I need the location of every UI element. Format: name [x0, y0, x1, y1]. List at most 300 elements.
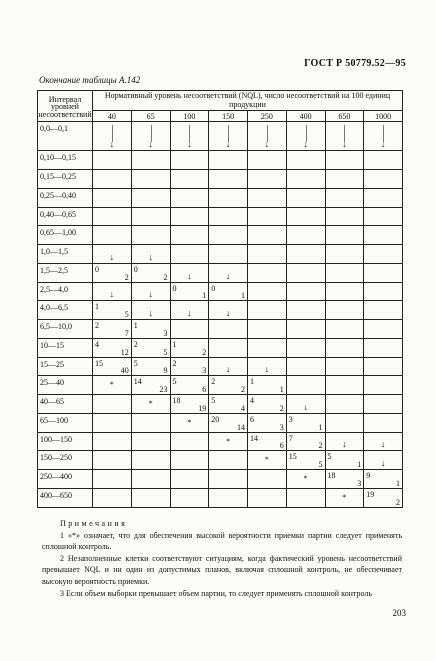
plan-cell: [93, 413, 132, 432]
plan-cell: [170, 245, 209, 264]
acceptance-number: 14: [237, 422, 245, 432]
sample-size: 1: [172, 339, 177, 349]
plan-cell: [325, 432, 364, 451]
plan-cell: [248, 451, 287, 470]
acceptance-number: 4: [241, 403, 245, 413]
arrow-down-icon: ↓: [148, 289, 153, 300]
sample-size: 7: [288, 433, 293, 443]
row-interval-label: 1,0—1,5: [38, 245, 93, 264]
sample-size: 14: [250, 433, 258, 443]
table-row: [38, 151, 403, 170]
plan-cell: [248, 207, 287, 226]
plan-cell: [209, 263, 248, 282]
column-header: 100: [170, 110, 209, 121]
plan-cell: [364, 395, 403, 414]
plan-cell: [170, 263, 209, 282]
plan-cell: [325, 263, 364, 282]
acceptance-number: 2: [163, 272, 168, 282]
arrow-down-icon: ↓: [148, 251, 153, 262]
sample-size: 6: [250, 414, 254, 424]
plan-cell: [170, 207, 209, 226]
column-header: 1000: [364, 110, 403, 121]
acceptance-number: 23: [159, 385, 168, 395]
plan-cell: [131, 320, 170, 339]
sample-size: 0: [211, 283, 216, 293]
table-row: [38, 451, 403, 470]
table-row: [38, 357, 403, 376]
plan-cell: [325, 470, 364, 489]
plan-cell: [286, 432, 325, 451]
plan-cell: [364, 207, 403, 226]
arrow-down-icon: ↓: [148, 308, 153, 319]
plan-cell: [248, 395, 287, 414]
plan-cell: [209, 413, 248, 432]
plan-cell: [209, 338, 248, 357]
plan-cell: [325, 245, 364, 264]
plan-cell: [93, 432, 132, 451]
plan-cell: [209, 376, 248, 395]
plan-cell: [248, 245, 287, 264]
acceptance-number: 3: [357, 478, 362, 488]
plan-cell: [209, 395, 248, 414]
plan-cell: [286, 188, 325, 207]
sample-size: 0: [172, 283, 177, 293]
table-row: [38, 263, 403, 282]
arrow-down-icon: ↓: [187, 308, 192, 319]
plan-cell: [131, 226, 170, 245]
plan-cell: [209, 301, 248, 320]
plan-cell: [131, 282, 170, 301]
table-row: [38, 301, 403, 320]
plan-cell: [170, 282, 209, 301]
plan-cell: [170, 151, 209, 170]
acceptance-number: 2: [318, 441, 323, 451]
plan-cell: [131, 245, 170, 264]
plan-cell: [364, 357, 403, 376]
plan-cell: [364, 151, 403, 170]
plan-cell: [248, 432, 287, 451]
sample-size: 5: [133, 358, 138, 368]
plan-cell: [364, 282, 403, 301]
acceptance-number: 2: [124, 272, 129, 282]
plan-cell: [364, 432, 403, 451]
sample-size: 5: [172, 377, 177, 387]
plan-cell: [364, 122, 403, 151]
plan-cell: [364, 263, 403, 282]
row-interval-label: 10—15: [38, 338, 93, 357]
row-interval-label: 150—250: [38, 451, 93, 470]
table-row: [38, 245, 403, 264]
plan-cell: [209, 432, 248, 451]
page-number: 203: [392, 608, 406, 618]
arrow-down-icon: ↓: [225, 308, 231, 319]
notes: [42, 518, 402, 599]
acceptance-number: 1: [202, 291, 207, 301]
sample-size: 2: [211, 377, 216, 387]
plan-cell: [325, 122, 364, 151]
plan-cell: [286, 451, 325, 470]
table-row: [38, 376, 403, 395]
plan-cell: [93, 226, 132, 245]
table-row: [38, 488, 403, 507]
plan-cell: [93, 376, 132, 395]
acceptance-number: 2: [241, 385, 245, 395]
plan-cell: [286, 357, 325, 376]
acceptance-number: 1: [318, 422, 323, 432]
plan-cell: [209, 488, 248, 507]
plan-cell: [170, 320, 209, 339]
table-caption: Окончание таблицы А.142: [39, 75, 141, 85]
plan-cell: [209, 451, 248, 470]
column-header: 40: [93, 110, 132, 121]
plan-cell: [93, 151, 132, 170]
sample-size: 2: [95, 321, 99, 331]
plan-cell: [131, 451, 170, 470]
plan-cell: [325, 207, 364, 226]
arrow-down-icon: ↓: [225, 364, 231, 375]
plan-cell: [209, 226, 248, 245]
plan-cell: [170, 432, 209, 451]
sample-size: 1: [95, 302, 99, 312]
plan-cell: [248, 488, 287, 507]
plan-cell: [170, 226, 209, 245]
plan-cell: [325, 320, 364, 339]
table-row: [38, 122, 403, 151]
sample-size: 5: [211, 396, 216, 406]
full-inspection-marker: *: [187, 417, 192, 427]
document-code: ГОСТ Р 50779.52—95: [304, 58, 406, 69]
arrow-down-icon: ↓: [225, 270, 231, 281]
acceptance-number: 2: [396, 498, 400, 507]
column-header: 65: [131, 110, 170, 121]
plan-cell: [131, 470, 170, 489]
plan-cell: [131, 376, 170, 395]
plan-cell: [248, 301, 287, 320]
arrow-down-icon: ↓: [109, 139, 115, 150]
plan-cell: [209, 122, 248, 151]
plan-cell: [364, 245, 403, 264]
sample-size: 2: [172, 358, 177, 368]
plan-cell: [286, 301, 325, 320]
note-2: 2 Незаполненные клетки соответствуют ситуациям, когда фактический уровень несоответствий превышает NQL и ни один из допустимых планов, включая сплошной контроль, не обеспечивает высокую вероятность приемки.: [42, 553, 402, 586]
column-header: 400: [286, 110, 325, 121]
note-1: 1 «*» означает, что для обеспечения высокой вероятности приемки партии следует применять сплошной контроль.: [42, 530, 402, 552]
table-row: [38, 470, 403, 489]
table-row: [38, 226, 403, 245]
table-row: [38, 282, 403, 301]
plan-cell: [209, 320, 248, 339]
plan-cell: [209, 207, 248, 226]
full-inspection-marker: *: [226, 436, 231, 446]
arrow-down-icon: ↓: [380, 439, 386, 450]
plan-cell: [325, 282, 364, 301]
plan-cell: [170, 301, 209, 320]
sample-size: 4: [95, 339, 99, 349]
plan-cell: [286, 320, 325, 339]
plan-cell: [286, 282, 325, 301]
plan-cell: [364, 188, 403, 207]
plan-cell: [325, 357, 364, 376]
plan-cell: [131, 188, 170, 207]
sample-size: 0: [133, 264, 138, 274]
acceptance-number: 1: [279, 385, 284, 395]
plan-cell: [286, 338, 325, 357]
row-interval-label: 4,0—6,5: [38, 301, 93, 320]
sample-size: 15: [95, 358, 103, 368]
plan-cell: [170, 488, 209, 507]
plan-cell: [364, 338, 403, 357]
plan-cell: [93, 263, 132, 282]
plan-cell: [248, 338, 287, 357]
arrow-down-icon: ↓: [303, 401, 308, 412]
plan-cell: [286, 122, 325, 151]
table-row: [38, 207, 403, 226]
plan-cell: [93, 301, 132, 320]
plan-cell: [209, 282, 248, 301]
full-inspection-marker: *: [342, 492, 347, 502]
plan-cell: [93, 188, 132, 207]
sample-size: 0: [95, 264, 99, 274]
table-row: [38, 395, 403, 414]
arrow-down-icon: ↓: [264, 364, 270, 375]
plan-cell: [286, 263, 325, 282]
table-row: [38, 188, 403, 207]
row-interval-label: 400—650: [38, 488, 93, 507]
plan-cell: [170, 170, 209, 189]
acceptance-number: 5: [163, 347, 168, 357]
nql-table: [37, 90, 403, 508]
arrow-down-icon: ↓: [148, 139, 153, 150]
plan-cell: [364, 301, 403, 320]
row-interval-label: 40—65: [38, 395, 93, 414]
plan-cell: [131, 488, 170, 507]
plan-cell: [131, 413, 170, 432]
plan-cell: [131, 207, 170, 226]
column-header: 250: [248, 110, 287, 121]
plan-cell: [170, 188, 209, 207]
plan-cell: [93, 245, 132, 264]
sample-size: 20: [211, 414, 220, 424]
full-inspection-marker: *: [148, 399, 153, 409]
acceptance-number: 5: [318, 460, 323, 470]
plan-cell: [131, 301, 170, 320]
plan-cell: [131, 263, 170, 282]
plan-cell: [93, 320, 132, 339]
acceptance-number: 7: [124, 328, 129, 338]
sample-size: 9: [366, 471, 371, 481]
acceptance-number: 9: [163, 366, 168, 376]
row-interval-label: 0,40—0,65: [38, 207, 93, 226]
acceptance-number: 5: [124, 310, 129, 320]
acceptance-number: 3: [279, 422, 284, 432]
plan-cell: [286, 170, 325, 189]
plan-cell: [286, 376, 325, 395]
plan-cell: [364, 226, 403, 245]
plan-cell: [170, 413, 209, 432]
plan-cell: [93, 395, 132, 414]
plan-cell: [248, 320, 287, 339]
full-inspection-marker: *: [109, 380, 114, 390]
plan-cell: [248, 376, 287, 395]
plan-cell: [209, 357, 248, 376]
plan-cell: [209, 245, 248, 264]
plan-cell: [325, 488, 364, 507]
plan-cell: [364, 470, 403, 489]
plan-cell: [170, 338, 209, 357]
plan-cell: [131, 122, 170, 151]
acceptance-number: 2: [202, 347, 207, 357]
plan-cell: [325, 151, 364, 170]
table-row: [38, 338, 403, 357]
row-interval-label: 15—25: [38, 357, 93, 376]
notes-title: Примечания: [60, 519, 128, 528]
plan-cell: [364, 488, 403, 507]
plan-cell: [286, 226, 325, 245]
table-row: [38, 320, 403, 339]
plan-cell: [248, 263, 287, 282]
table-row: [38, 432, 403, 451]
sample-size: 4: [250, 396, 254, 406]
sample-size: 3: [288, 414, 293, 424]
plan-cell: [248, 357, 287, 376]
plan-cell: [248, 413, 287, 432]
plan-cell: [170, 470, 209, 489]
row-interval-label: 0,10—0,15: [38, 151, 93, 170]
arrow-down-icon: ↓: [380, 139, 386, 150]
plan-cell: [170, 395, 209, 414]
acceptance-number: 6: [279, 441, 284, 451]
acceptance-number: 1: [396, 478, 400, 488]
column-header: 650: [325, 110, 364, 121]
arrow-down-icon: ↓: [187, 139, 192, 150]
acceptance-number: 3: [202, 366, 207, 376]
plan-cell: [248, 188, 287, 207]
plan-cell: [209, 151, 248, 170]
plan-cell: [131, 395, 170, 414]
full-inspection-marker: *: [303, 474, 308, 484]
plan-cell: [93, 122, 132, 151]
sample-size: 18: [172, 396, 181, 406]
plan-cell: [131, 357, 170, 376]
plan-cell: [170, 122, 209, 151]
plan-cell: [325, 338, 364, 357]
table-row: [38, 170, 403, 189]
plan-cell: [286, 488, 325, 507]
plan-cell: [170, 376, 209, 395]
plan-cell: [364, 376, 403, 395]
acceptance-number: 1: [241, 291, 245, 301]
plan-cell: [286, 245, 325, 264]
plan-cell: [131, 170, 170, 189]
plan-cell: [131, 151, 170, 170]
plan-cell: [325, 170, 364, 189]
plan-cell: [209, 170, 248, 189]
arrow-down-icon: ↓: [380, 458, 386, 469]
plan-cell: [248, 282, 287, 301]
plan-cell: [248, 170, 287, 189]
arrow-down-icon: ↓: [264, 139, 270, 150]
plan-cell: [209, 188, 248, 207]
acceptance-number: 40: [120, 366, 129, 376]
plan-cell: [131, 432, 170, 451]
row-interval-label: 25—40: [38, 376, 93, 395]
plan-cell: [364, 413, 403, 432]
plan-cell: [248, 122, 287, 151]
plan-cell: [93, 470, 132, 489]
plan-cell: [93, 357, 132, 376]
sample-size: 2: [133, 339, 138, 349]
plan-cell: [286, 207, 325, 226]
acceptance-number: 19: [198, 403, 207, 413]
plan-cell: [248, 151, 287, 170]
plan-cell: [325, 451, 364, 470]
plan-cell: [325, 395, 364, 414]
row-interval-label: 0,65—1,00: [38, 226, 93, 245]
acceptance-number: 3: [163, 328, 168, 338]
plan-cell: [93, 170, 132, 189]
sample-size: 1: [250, 377, 254, 387]
plan-cell: [286, 395, 325, 414]
plan-cell: [131, 338, 170, 357]
row-interval-label: 65—100: [38, 413, 93, 432]
row-interval-label: 0,15—0,25: [38, 170, 93, 189]
plan-cell: [364, 320, 403, 339]
row-interval-label: 2,5—4,0: [38, 282, 93, 301]
plan-cell: [248, 226, 287, 245]
sample-size: 19: [366, 489, 375, 499]
sample-size: 5: [327, 452, 332, 462]
plan-cell: [325, 376, 364, 395]
plan-cell: [93, 451, 132, 470]
arrow-down-icon: ↓: [342, 139, 347, 150]
arrow-down-icon: ↓: [109, 251, 115, 262]
full-inspection-marker: *: [264, 455, 269, 465]
plan-cell: [364, 170, 403, 189]
row-interval-label: 1,5—2,5: [38, 263, 93, 282]
plan-cell: [364, 451, 403, 470]
sample-size: 14: [133, 377, 142, 387]
plan-cell: [170, 451, 209, 470]
plan-cell: [93, 338, 132, 357]
plan-cell: [286, 470, 325, 489]
plan-cell: [325, 413, 364, 432]
plan-cell: [209, 470, 248, 489]
acceptance-number: 12: [120, 347, 129, 357]
plan-cell: [286, 413, 325, 432]
row-interval-label: 0,0—0,1: [38, 122, 93, 151]
row-interval-label: 250—400: [38, 470, 93, 489]
plan-cell: [93, 282, 132, 301]
sample-size: 18: [327, 471, 336, 481]
arrow-down-icon: ↓: [225, 139, 231, 150]
plan-cell: [325, 226, 364, 245]
corner-header: Интервал уровней несоответствий: [38, 91, 93, 122]
acceptance-number: 2: [279, 403, 284, 413]
sample-size: 1: [133, 321, 138, 331]
sample-size: 15: [288, 452, 297, 462]
nql-header: Нормативный уровень несоответствий (NQL), число несоответствий на 100 единиц продукции: [93, 91, 403, 111]
arrow-down-icon: ↓: [342, 439, 347, 450]
plan-cell: [93, 488, 132, 507]
row-interval-label: 6,5—10,0: [38, 320, 93, 339]
plan-cell: [325, 301, 364, 320]
acceptance-number: 1: [357, 460, 362, 470]
row-interval-label: 0,25—0,40: [38, 188, 93, 207]
plan-cell: [325, 188, 364, 207]
column-header: 150: [209, 110, 248, 121]
note-3: 3 Если объем выборки превышает объем партии, то следует применять сплошной контроль: [60, 588, 372, 598]
plan-cell: [93, 207, 132, 226]
